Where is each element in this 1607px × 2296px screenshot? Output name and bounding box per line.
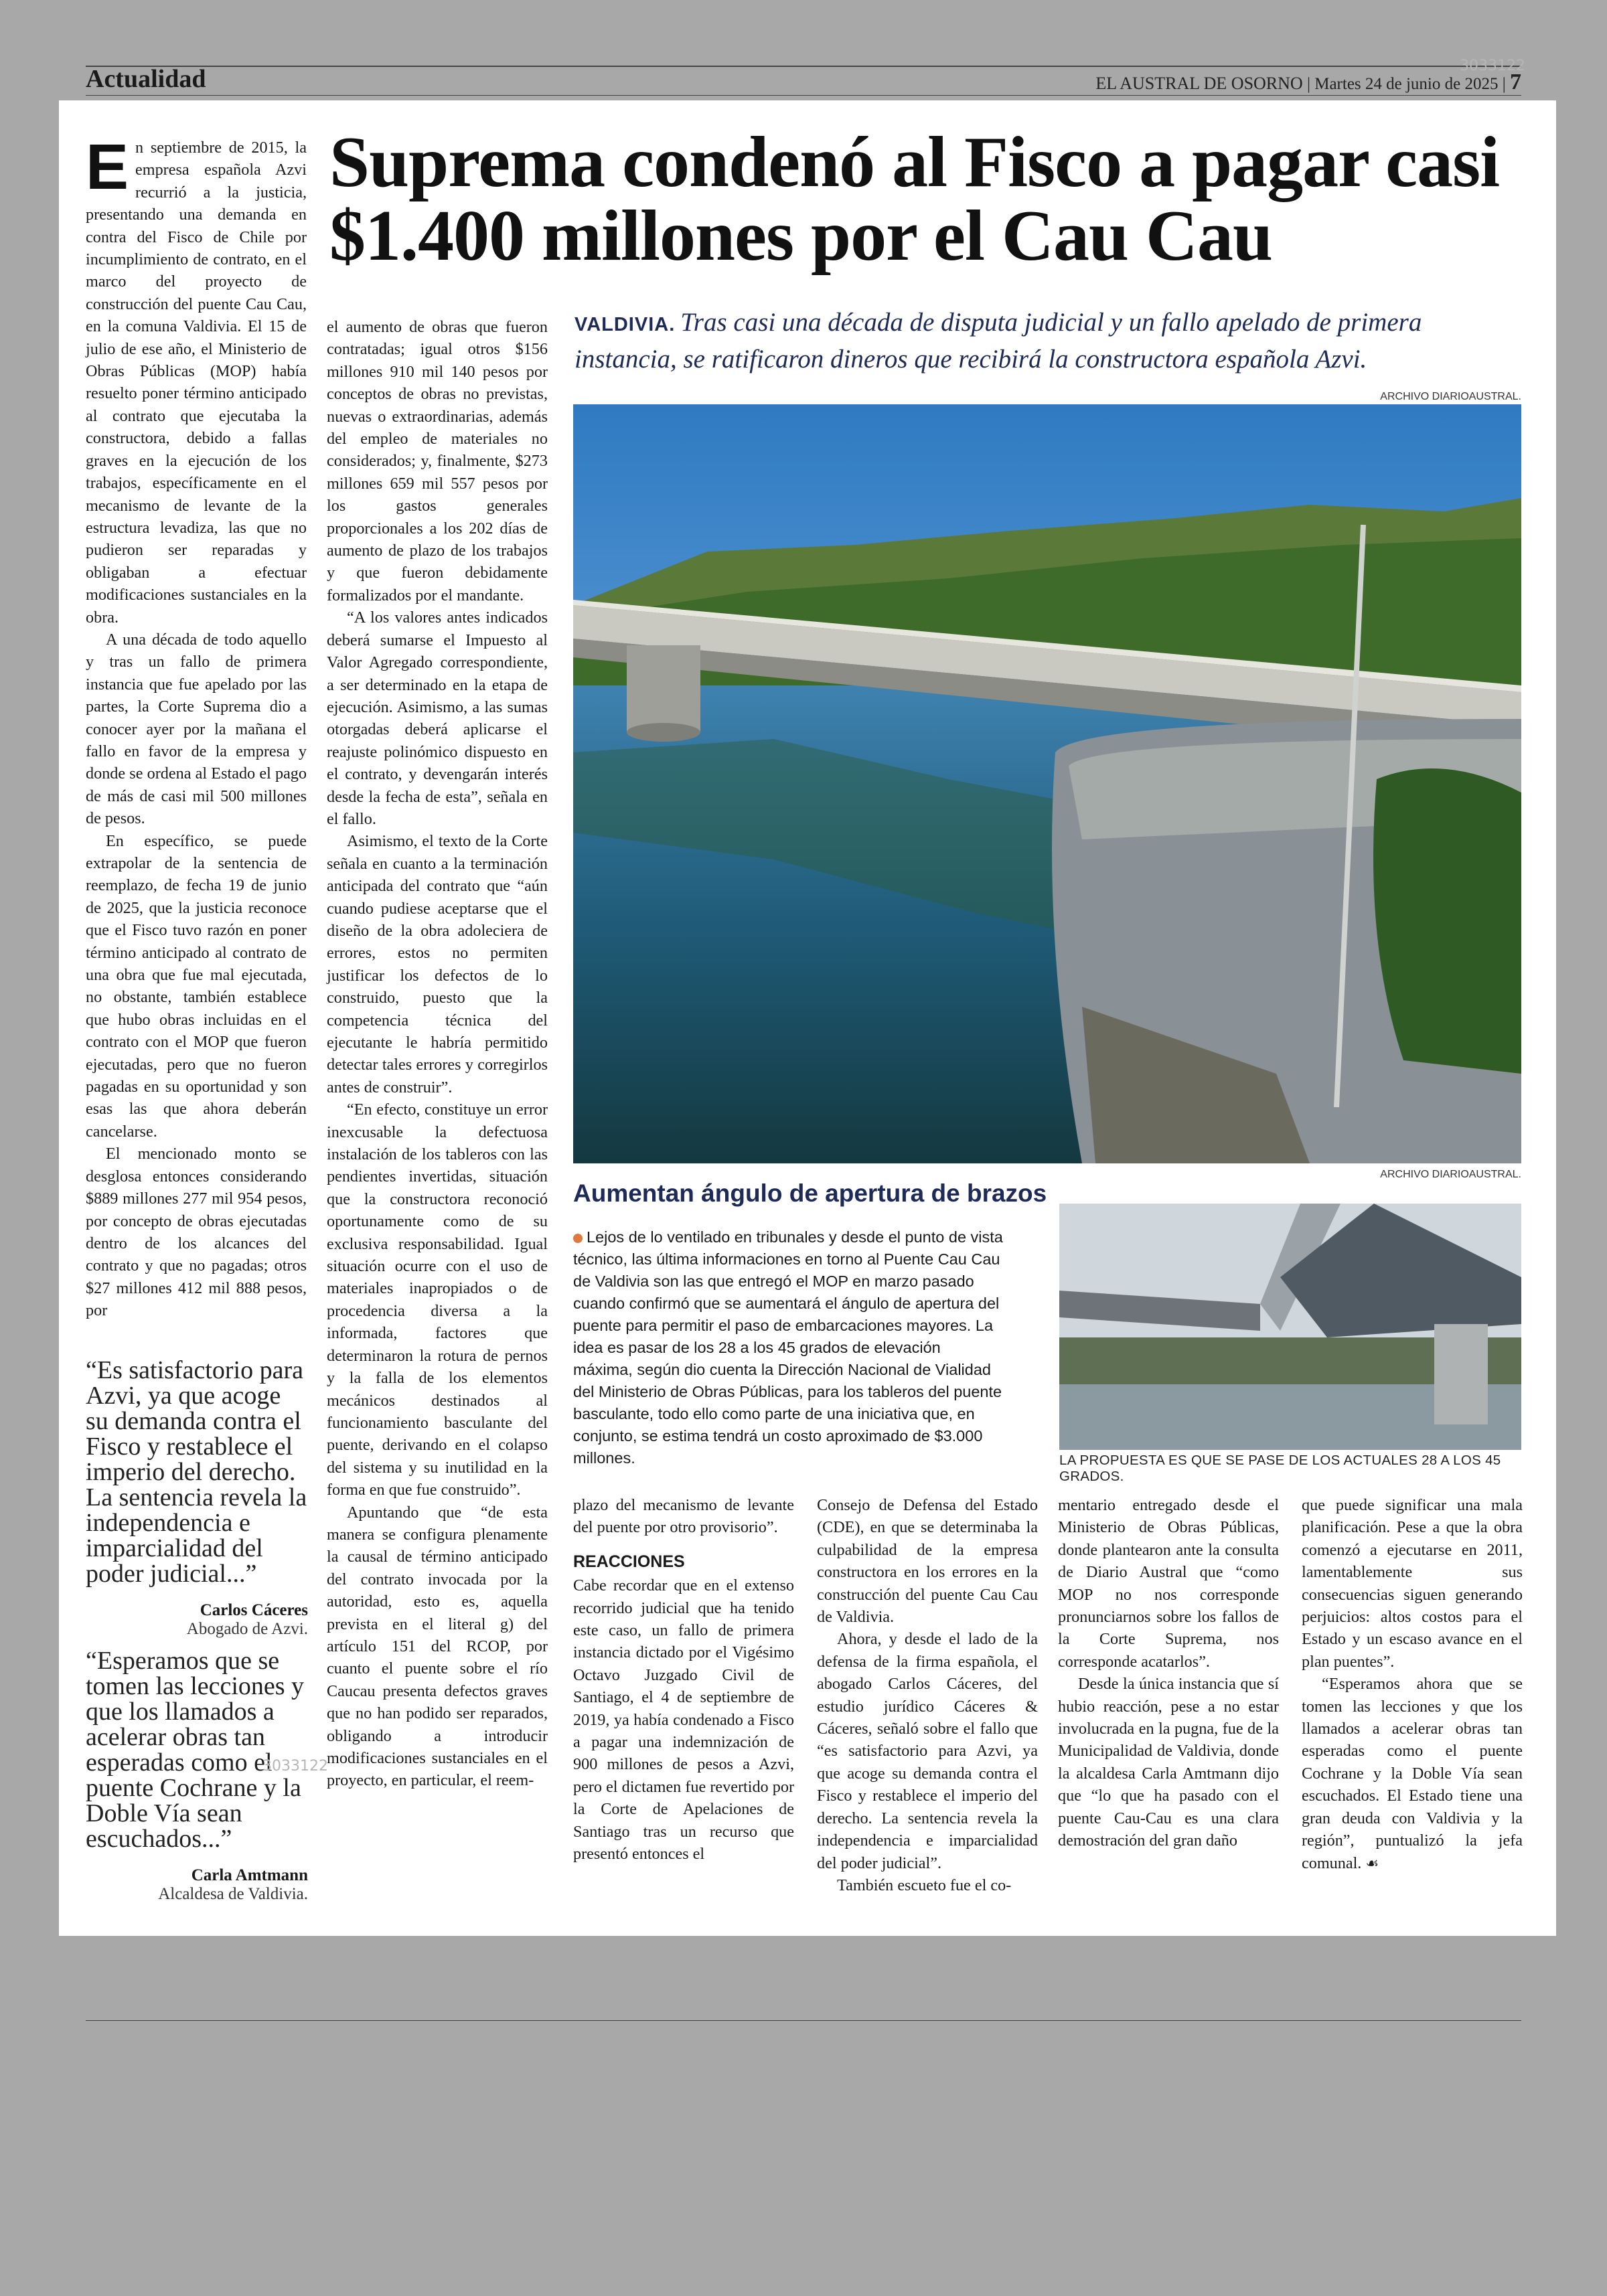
- photo-credit: ARCHIVO DIARIOAUSTRAL.: [1380, 1169, 1521, 1180]
- article-column-6: [1302, 1494, 1523, 1875]
- article-kicker: [575, 305, 1525, 377]
- sidebar-body: Lejos de lo ventilado en tribunales y desde el punto de vista técnico, las última informaciones en torno al Puente Cau Cau de Valdivia son las que entregó el MOP en marzo pasado cuando confirmó que se aumentará el ángulo de apertura del puente para permitir el paso de embarcaciones mayores. La idea es pasar de los 28 a los 45 grados de elevación máxima, según dio cuenta la Dirección Nacional de Vialidad del Ministerio de Obras Públicas, para los tableros del puente basculante, todo ello como parte de una iniciativa que, en conjunto, se estima tendrá un costo aproximado de $3.000 millones.: [573, 1228, 1003, 1467]
- bridge-photo-illustration: [573, 404, 1521, 1163]
- pull-quote-text: “Es satisfactorio para Azvi, ya que acoge su demanda contra el Fisco y restablece el imperio del derecho. La sentencia revela la independencia e imparcialidad del poder judicial...”: [86, 1356, 307, 1588]
- end-mark-icon: ☙: [1365, 1855, 1379, 1872]
- article-headline: Suprema condenó al Fisco a pagar casi $1.400 millones por el Cau Cau: [329, 122, 1500, 276]
- paragraph: que puede significar una mala planificación. Pese a que la obra comenzó a ejecutarse en 2011, lamentablemente sus consecuencias siguen generando perjuicios: altos costos para el Estado y un escaso avance en el plan puentes”.: [1302, 1496, 1523, 1671]
- article-column-5: [1058, 1494, 1279, 1852]
- article-column-4: [817, 1494, 1038, 1896]
- photo-caption: LA PROPUESTA ES QUE SE PASE DE LOS ACTUALES 28 A LOS 45 GRADOS.: [1059, 1453, 1501, 1484]
- paragraph: Apuntando que “de esta manera se configura plenamente la causal de término anticipado del contrato invocada por la autoridad, esto es, aquella prevista en el literal g) del artículo 151 del RCOP, por cuanto el puente sobre el río Caucau presenta defectos graves que no han podido ser reparados, obligando a introducir modificaciones sustanciales en el proyecto, en particular, el reem-: [327, 1503, 548, 1790]
- pull-quote-2: [86, 1648, 308, 1904]
- bridge-photo: [573, 404, 1521, 1163]
- pull-quote-1: [86, 1358, 308, 1639]
- bascule-photo-illustration: [1059, 1204, 1521, 1450]
- sidebar-text: [573, 1226, 1004, 1469]
- newspaper-name: EL AUSTRAL DE OSORNO: [1095, 74, 1303, 93]
- paragraph: Desde la única instancia que sí hubio reacción, pese a no estar involucrada en la pugna, fue de la Municipalidad de Valdivia, donde la alcaldesa Carla Amtmann dijo que “lo que ha pasado con el puente Cau-Cau es una clara demostración del gran daño: [1058, 1675, 1279, 1850]
- paragraph: Asimismo, el texto de la Corte señala en cuanto a la terminación anticipada del contrato que “aún cuando pudiese aceptarse que el diseño de la obra adoleciera de errores, estos no permiten justificar los defectos de lo construido, puesto que la competencia técnica del ejecutante le habría permitido detectar tales errores y corregirlos antes de construir”.: [327, 832, 548, 1096]
- section-name: Actualidad: [86, 65, 206, 93]
- quote-author-role: Abogado de Azvi.: [186, 1620, 308, 1638]
- paragraph: Ahora, y desde el lado de la defensa de la firma española, el abogado Carlos Cáceres, del estudio jurídico Cáceres & Cáceres, señaló sobre el fallo que “es satisfactorio para Azvi, ya que acoge su demanda contra el Fisco y restablece el imperio del derecho. La sentencia revela la independencia e imparcialidad del poder judicial”.: [817, 1630, 1038, 1872]
- paragraph: También escueto fue el co-: [837, 1876, 1012, 1894]
- paragraph: A una década de todo aquello y tras un fallo de primera instancia que fue apelado por las partes, la Corte Suprema dio a conocer ayer por la mañana el fallo en favor de la empresa y donde se ordena al Estado el pago de más de casi mil 500 millones de pesos.: [86, 630, 307, 828]
- paragraph: el aumento de obras que fueron contratadas; igual otros $156 millones 910 mil 140 pesos por conceptos de obras no previstas, nuevas o extraordinarias, además del empleo de materiales no considerados; y, finalmente, $273 millones 659 mil 557 pesos por los gastos generales proporcionales a los 202 días de aumento de plazo de los trabajos y que fueron debidamente formalizados por el mandante.: [327, 318, 548, 604]
- bullet-icon: [573, 1234, 583, 1243]
- kicker-text: Tras casi una década de disputa judicial y un fallo apelado de primera instancia, se ratificaron dineros que recibirá la constructora española Azvi.: [575, 308, 1422, 374]
- article-column-2: [327, 316, 548, 1792]
- article-column-3: [573, 1494, 794, 1866]
- paragraph: mentario entregado desde el Ministerio de Obras Públicas, donde plantearon ante la consulta de Diario Austral que “como MOP no nos corresponde pronunciarnos sobre los fallos de la Corte Suprema, nos corresponde acatarlos”.: [1058, 1496, 1279, 1671]
- paragraph: “En efecto, constituye un error inexcusable la defectuosa instalación de los tableros con las pendientes invertidas, situación que la constructora reconoció oportunamente como de su exclusiva responsabilidad. Igual situación ocurre con el uso de materiales inapropiados o de procedencia diversa a la informada, factores que determinaron la rotura de pernos y la falla de los elementos mecánicos destinados al funcionamiento basculante del puente, derivando en el colapso del sistema y su inutilidad en la forma en que fue construido”.: [327, 1100, 548, 1499]
- photo-credit: ARCHIVO DIARIOAUSTRAL.: [1380, 391, 1521, 402]
- paragraph: Cabe recordar que en el extenso recorrido judicial que ha tenido este caso, un fallo de primera instancia dictado por el Vigésimo Octavo Juzgado Civil de Santiago, el 4 de septiembre de 2019, ya había condenado a Fisco a pagar una indemnización de 900 millones de pesos a Azvi, pero el dictamen fue revertido por la Corte de Apelaciones de Santiago tras un recurso que presentó entonces el: [573, 1576, 794, 1864]
- sidebar-title: Aumentan ángulo de apertura de brazos: [573, 1179, 1047, 1207]
- header-bottom-rule: [86, 95, 1521, 96]
- watermark-id: 3033122: [262, 1758, 328, 1775]
- header-top-rule: [86, 66, 1521, 67]
- bascule-photo: [1059, 1204, 1521, 1450]
- paragraph: Consejo de Defensa del Estado (CDE), en que se determinaba la culpabilidad de la empresa constructora en los errores en la construcción del puente Cau Cau de Valdivia.: [817, 1496, 1038, 1627]
- quote-author: Carla Amtmann: [191, 1866, 308, 1884]
- kicker-place: VALDIVIA.: [575, 314, 676, 335]
- quote-author: Carlos Cáceres: [200, 1601, 308, 1619]
- paragraph: El mencionado monto se desglosa entonces considerando $889 millones 277 mil 954 pesos, por concepto de obras ejecutadas dentro de los alcances del contrato y que no pagadas; otros $27 millones 412 mil 888 pesos, por: [86, 1145, 307, 1320]
- article-column-1: [86, 131, 307, 1322]
- page-number: 7: [1510, 70, 1521, 94]
- paragraph: plazo del mecanismo de levante del puente por otro provisorio”.: [573, 1496, 794, 1537]
- pull-quote-text: “Esperamos que se tomen las lecciones y que los llamados a acelerar obras tan esperadas como el puente Cochrane y la Doble Vía sean escuchados...”: [86, 1647, 305, 1853]
- quote-author-role: Alcaldesa de Valdivia.: [158, 1885, 308, 1903]
- paragraph: En específico, se puede extrapolar de la sentencia de reemplazo, de fecha 19 de junio de 2025, que la justicia reconoce que el Fisco tuvo razón en poner término anticipado al contrato de una obra que fue mal ejecutada, no obstante, también establece que hubo obras incluidas en el contrato con el MOP que fueron ejecutadas, pero que no fueron pagadas en su oportunidad y son esas las que ahora deberán cancelarse.: [86, 831, 307, 1141]
- paragraph: “A los valores antes indicados deberá sumarse el Impuesto al Valor Agregado correspondiente, a ser determinado en la etapa de ejecución. Asimismo, a las sumas otorgadas deberá aplicarse el reajuste polinómico dispuesto en el contrato, y devengarán interés desde la fecha de esta”, señala en el fallo.: [327, 608, 548, 828]
- issue-date: Martes 24 de junio de 2025: [1314, 75, 1499, 93]
- footer-rule: [86, 2020, 1521, 2021]
- page-header-info: EL AUSTRAL DE OSORNO | Martes 24 de junio de 2025 | 7: [1095, 70, 1521, 94]
- paragraph: “Esperamos ahora que se tomen las lecciones y que los llamados a acelerar obras tan esperadas como el puente Cochrane y la Doble Vía sean escuchados. El Estado tiene una gran deuda con Valdivia y la región”, puntualizó la jefa comunal. ☙: [1302, 1675, 1523, 1872]
- paragraph: n septiembre de 2015, la empresa española Azvi recurrió a la justicia, presentando una demanda en contra del Fisco de Chile por incumplimiento de contrato, en el marco del proyecto de construcción del puente Cau Cau, en la comuna Valdivia. El 15 de julio de ese año, el Ministerio de Obras Públicas (MOP) había resuelto poner término anticipado al contrato que ejecutaba la constructora, debido a fallas graves en la ejecución de los trabajos, específicamente en el mecanismo de levante de la estructura levadiza, las que no pudieron ser reparadas y obligaban a efectuar modificaciones sustanciales en la obra.: [86, 139, 307, 627]
- watermark-id: 3033122: [1460, 58, 1525, 74]
- subhead-reacciones: REACCIONES: [573, 1552, 685, 1571]
- drop-cap: E: [86, 131, 129, 203]
